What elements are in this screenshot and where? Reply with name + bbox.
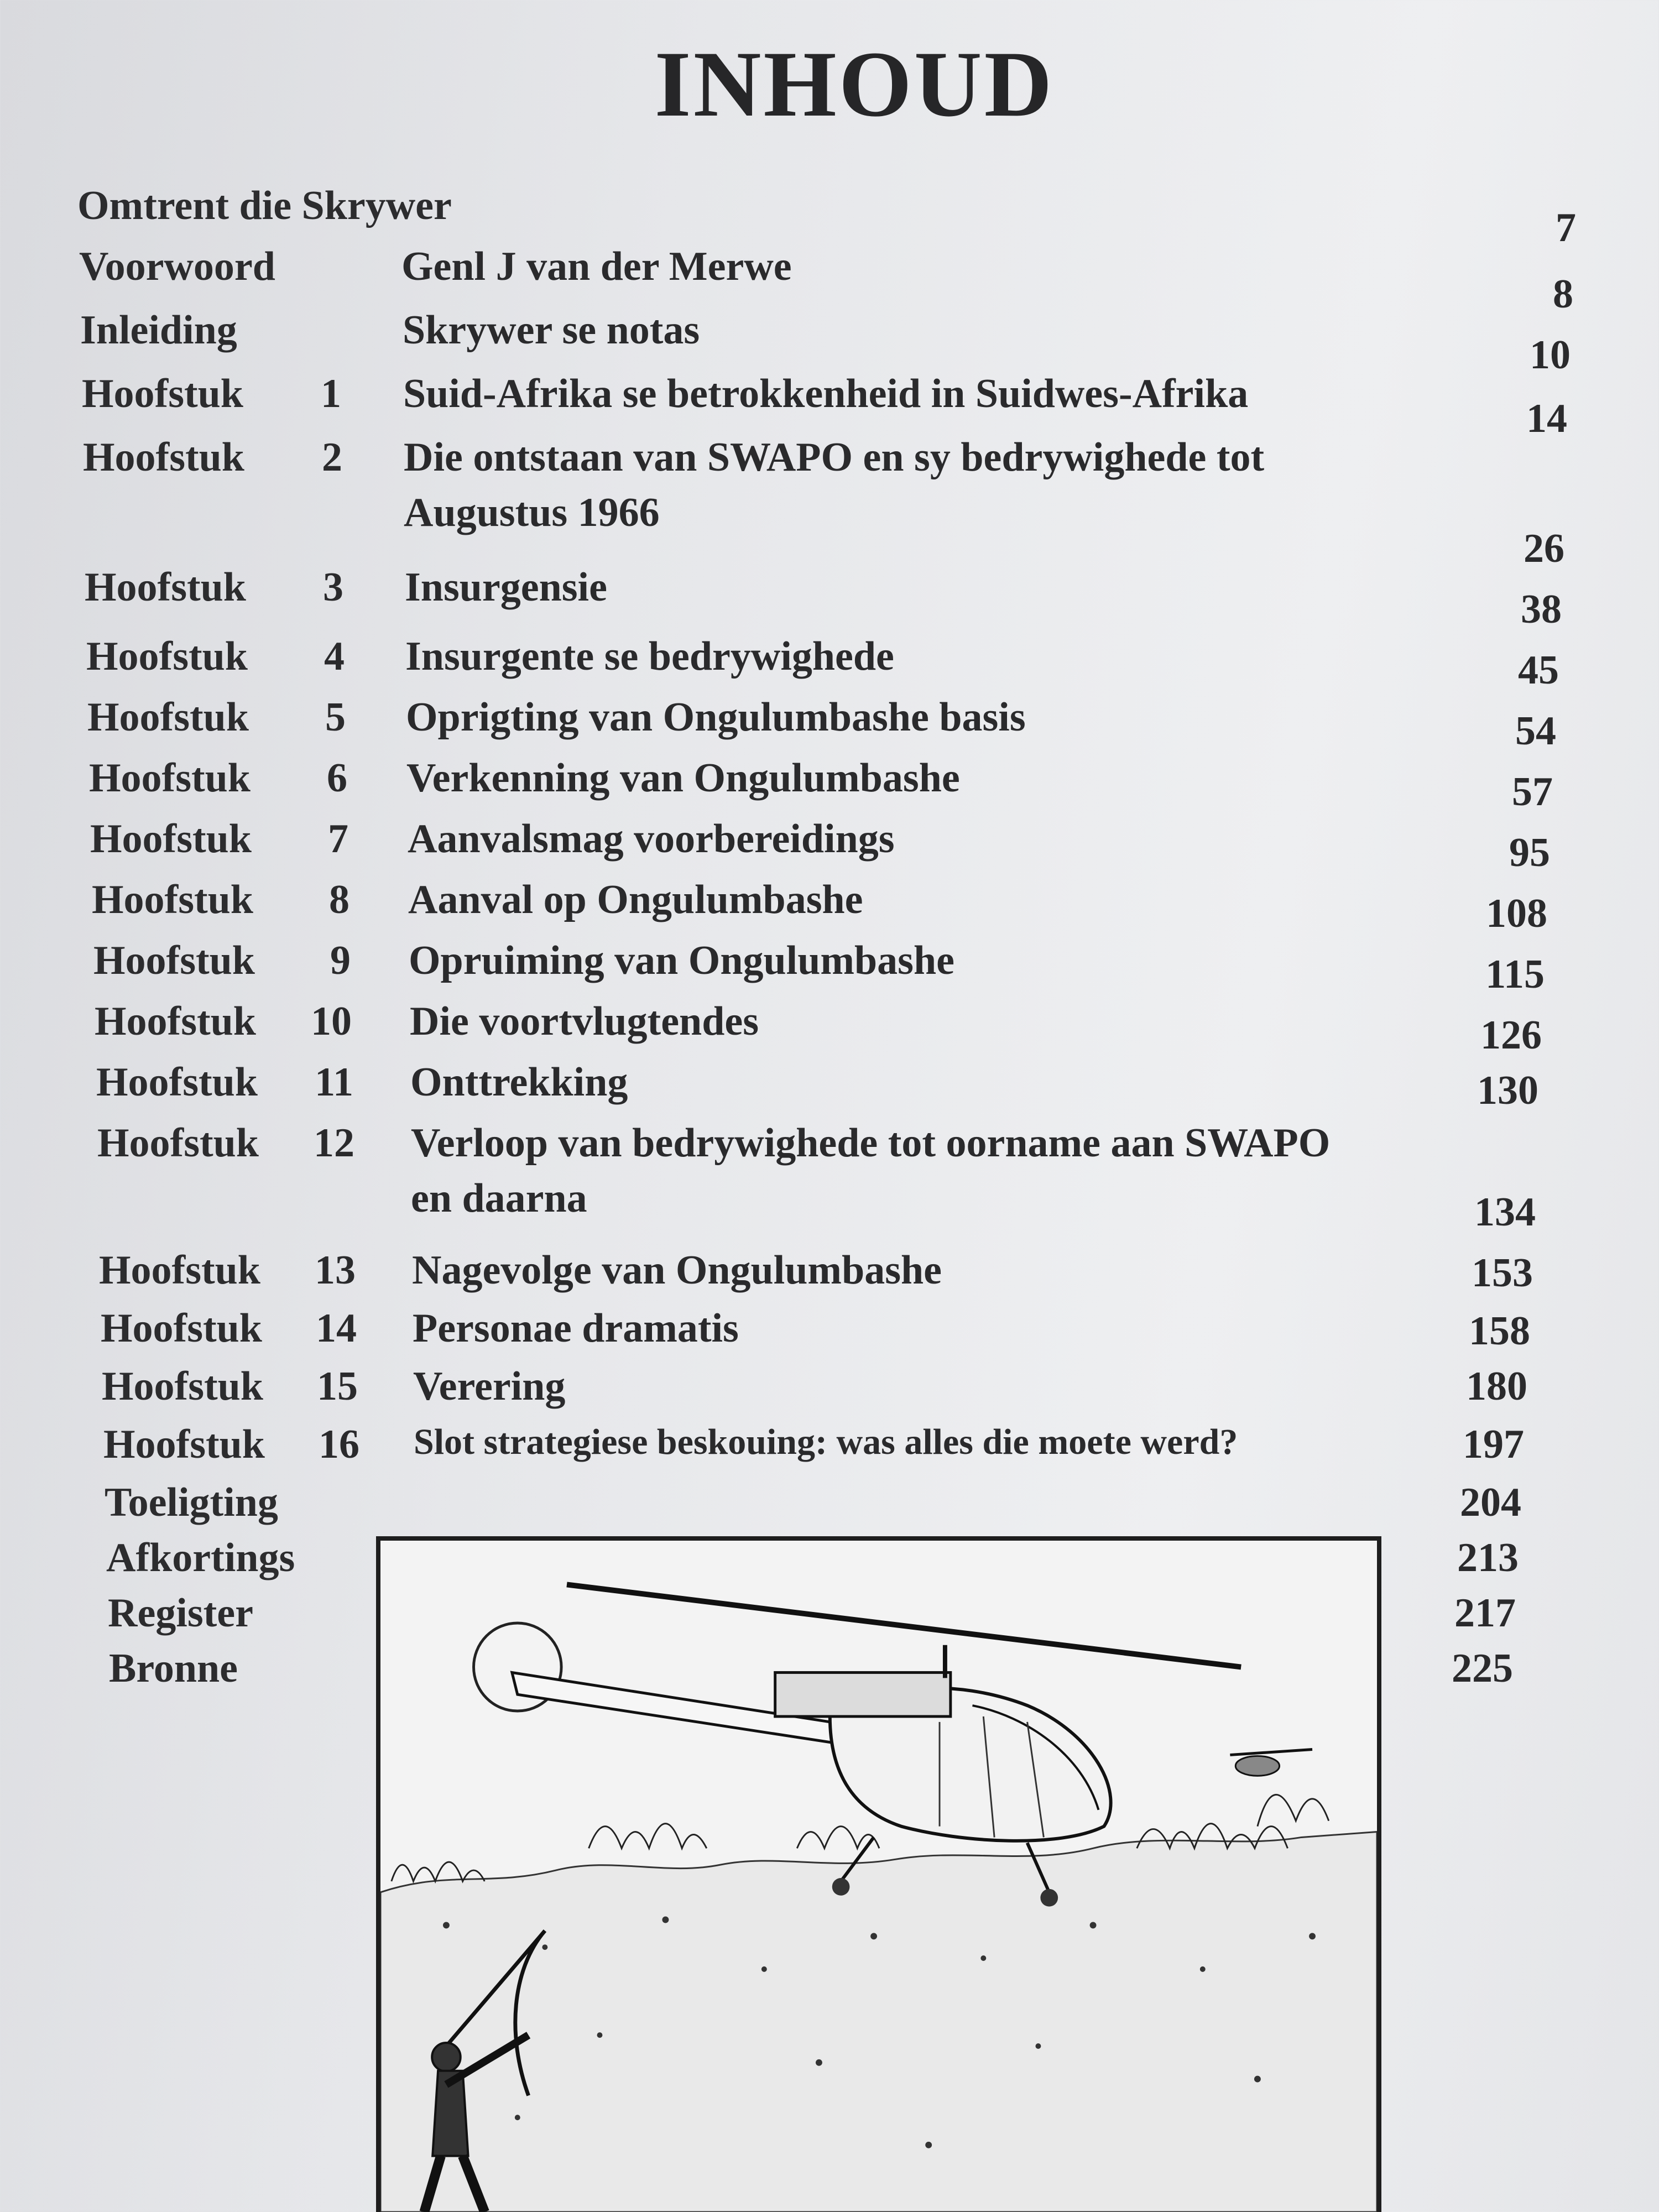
toc-page-number: 134	[1474, 1190, 1536, 1235]
toc-entry-label: Hoofstuk	[95, 999, 256, 1044]
toc-page-number: 7	[1556, 205, 1576, 251]
toc-entry-title: Verkenning van Ongulumbashe	[406, 755, 960, 801]
toc-entry	[0, 1059, 1659, 1113]
toc-entry-label: Hoofstuk	[101, 1306, 262, 1351]
toc-chapter-number: 14	[316, 1306, 357, 1351]
toc-page-number: 197	[1463, 1422, 1524, 1467]
toc-entry-label: Hoofstuk	[89, 755, 251, 801]
toc-page-number: 38	[1521, 587, 1562, 632]
toc-entry-label: Hoofstuk	[102, 1364, 263, 1409]
toc-entry-label: Omtrent die Skrywer	[77, 183, 452, 228]
toc-entry-title: Skrywer se notas	[403, 307, 700, 353]
toc-chapter-number: 3	[323, 565, 343, 610]
toc-entry-label: Toeligting	[105, 1480, 278, 1525]
toc-entry-label: Hoofstuk	[93, 938, 255, 983]
toc-entry-title: Aanvalsmag voorbereidings	[408, 816, 895, 862]
toc-entry-title: Nagevolge van Ongulumbashe	[412, 1248, 942, 1293]
toc-entry-label: Hoofstuk	[86, 634, 248, 679]
toc-entry-label: Hoofstuk	[96, 1060, 258, 1105]
toc-entry-label: Hoofstuk	[90, 816, 252, 862]
toc-entry-title: Slot strategiese beskouing: was alles die moete werd?	[414, 1422, 1238, 1462]
toc-chapter-number: 10	[311, 999, 352, 1044]
toc-entry-title: Verering	[413, 1364, 566, 1409]
toc-entry-label: Bronne	[109, 1646, 238, 1691]
toc-entry-title: Onttrekking	[410, 1060, 628, 1105]
toc-page-number: 213	[1457, 1535, 1519, 1580]
helicopter-illustration	[376, 1536, 1381, 2212]
toc-entry-title: Suid-Afrika se betrokkenheid in Suidwes-Afrika	[403, 371, 1249, 416]
toc-entry-title: Personae dramatis	[413, 1306, 739, 1351]
toc-entry-label: Afkortings	[106, 1535, 295, 1580]
toc-entry-title: Verloop van bedrywighede tot oorname aan SWAPO	[411, 1120, 1331, 1166]
helicopter-archer-illustration	[380, 1541, 1377, 2212]
toc-page-number: 126	[1480, 1013, 1542, 1058]
toc-chapter-number: 4	[324, 634, 345, 679]
toc-chapter-number: 9	[330, 938, 351, 983]
toc-page-number: 57	[1512, 769, 1553, 815]
toc-entry-label: Hoofstuk	[85, 565, 246, 610]
toc-entry	[0, 1479, 1659, 1525]
toc-chapter-number: 15	[317, 1364, 358, 1409]
page-title: INHOUD	[654, 32, 1055, 136]
toc-page-number: 153	[1472, 1250, 1533, 1296]
toc-entry	[0, 434, 1659, 571]
toc-entry	[0, 694, 1659, 754]
toc-chapter-number: 5	[325, 695, 346, 740]
toc-entry-label: Hoofstuk	[99, 1248, 260, 1293]
toc-entry-title: Die ontstaan van SWAPO en sy bedrywighede tot	[404, 435, 1265, 480]
toc-entry-label: Hoofstuk	[82, 371, 243, 416]
toc-page-number: 180	[1466, 1364, 1527, 1409]
toc-page-number: 45	[1518, 648, 1559, 693]
toc-page-number: 204	[1460, 1480, 1521, 1525]
toc-entry	[0, 1363, 1659, 1409]
toc-entry-title: Opruiming van Ongulumbashe	[409, 938, 954, 983]
toc-entry-label: Hoofstuk	[92, 877, 253, 922]
toc-entry-label: Inleiding	[80, 307, 237, 353]
toc-page-number: 158	[1469, 1308, 1530, 1354]
toc-page-number: 14	[1526, 396, 1567, 441]
toc-entry-label: Hoofstuk	[97, 1120, 259, 1166]
toc-page-number: 115	[1485, 952, 1545, 997]
toc-chapter-number: 13	[315, 1248, 356, 1293]
toc-entry-label: Register	[108, 1590, 253, 1636]
toc-entry-title-continued: Augustus 1966	[404, 490, 660, 535]
toc-chapter-number: 7	[328, 816, 348, 862]
toc-entry	[0, 1305, 1659, 1354]
toc-entry-title: Insurgente se bedrywighede	[405, 634, 894, 679]
toc-entry-title: Insurgensie	[405, 565, 607, 610]
toc-entry-title: Oprigting van Ongulumbashe basis	[406, 695, 1026, 740]
toc-entry	[0, 564, 1659, 632]
toc-page-number: 8	[1553, 272, 1573, 317]
toc-chapter-number: 12	[314, 1120, 354, 1166]
toc-entry	[0, 243, 1659, 317]
toc-page-number: 95	[1509, 830, 1550, 875]
toc-page-number: 54	[1515, 708, 1556, 754]
toc-entry	[0, 633, 1659, 693]
toc-chapter-number: 8	[329, 877, 349, 922]
toc-entry-title: Die voortvlugtendes	[410, 999, 759, 1044]
toc-chapter-number: 11	[315, 1060, 353, 1105]
toc-entry	[0, 998, 1659, 1058]
toc-entry-title-continued: en daarna	[411, 1176, 587, 1221]
toc-entry	[0, 1421, 1659, 1467]
toc-entry	[0, 937, 1659, 997]
toc-entry	[0, 1247, 1659, 1296]
toc-page-number: 130	[1477, 1068, 1538, 1113]
toc-page-number: 108	[1486, 891, 1547, 936]
toc-entry-label: Hoofstuk	[83, 435, 244, 480]
toc-entry	[0, 182, 1659, 251]
toc-chapter-number: 16	[319, 1422, 359, 1467]
toc-page-number: 217	[1454, 1590, 1516, 1636]
toc-entry-title: Genl J van der Merwe	[401, 244, 792, 289]
toc-page-number: 10	[1530, 332, 1571, 378]
toc-entry-label: Voorwoord	[79, 244, 275, 289]
toc-entry-title: Aanval op Ongulumbashe	[408, 877, 863, 922]
toc-chapter-number: 6	[327, 755, 347, 801]
toc-entry-label: Hoofstuk	[103, 1422, 265, 1467]
toc-page-number: 26	[1524, 526, 1564, 571]
toc-page-number: 225	[1452, 1646, 1513, 1691]
toc-chapter-number: 1	[321, 371, 341, 416]
toc-chapter-number: 2	[322, 435, 342, 480]
toc-entry-label: Hoofstuk	[87, 695, 249, 740]
